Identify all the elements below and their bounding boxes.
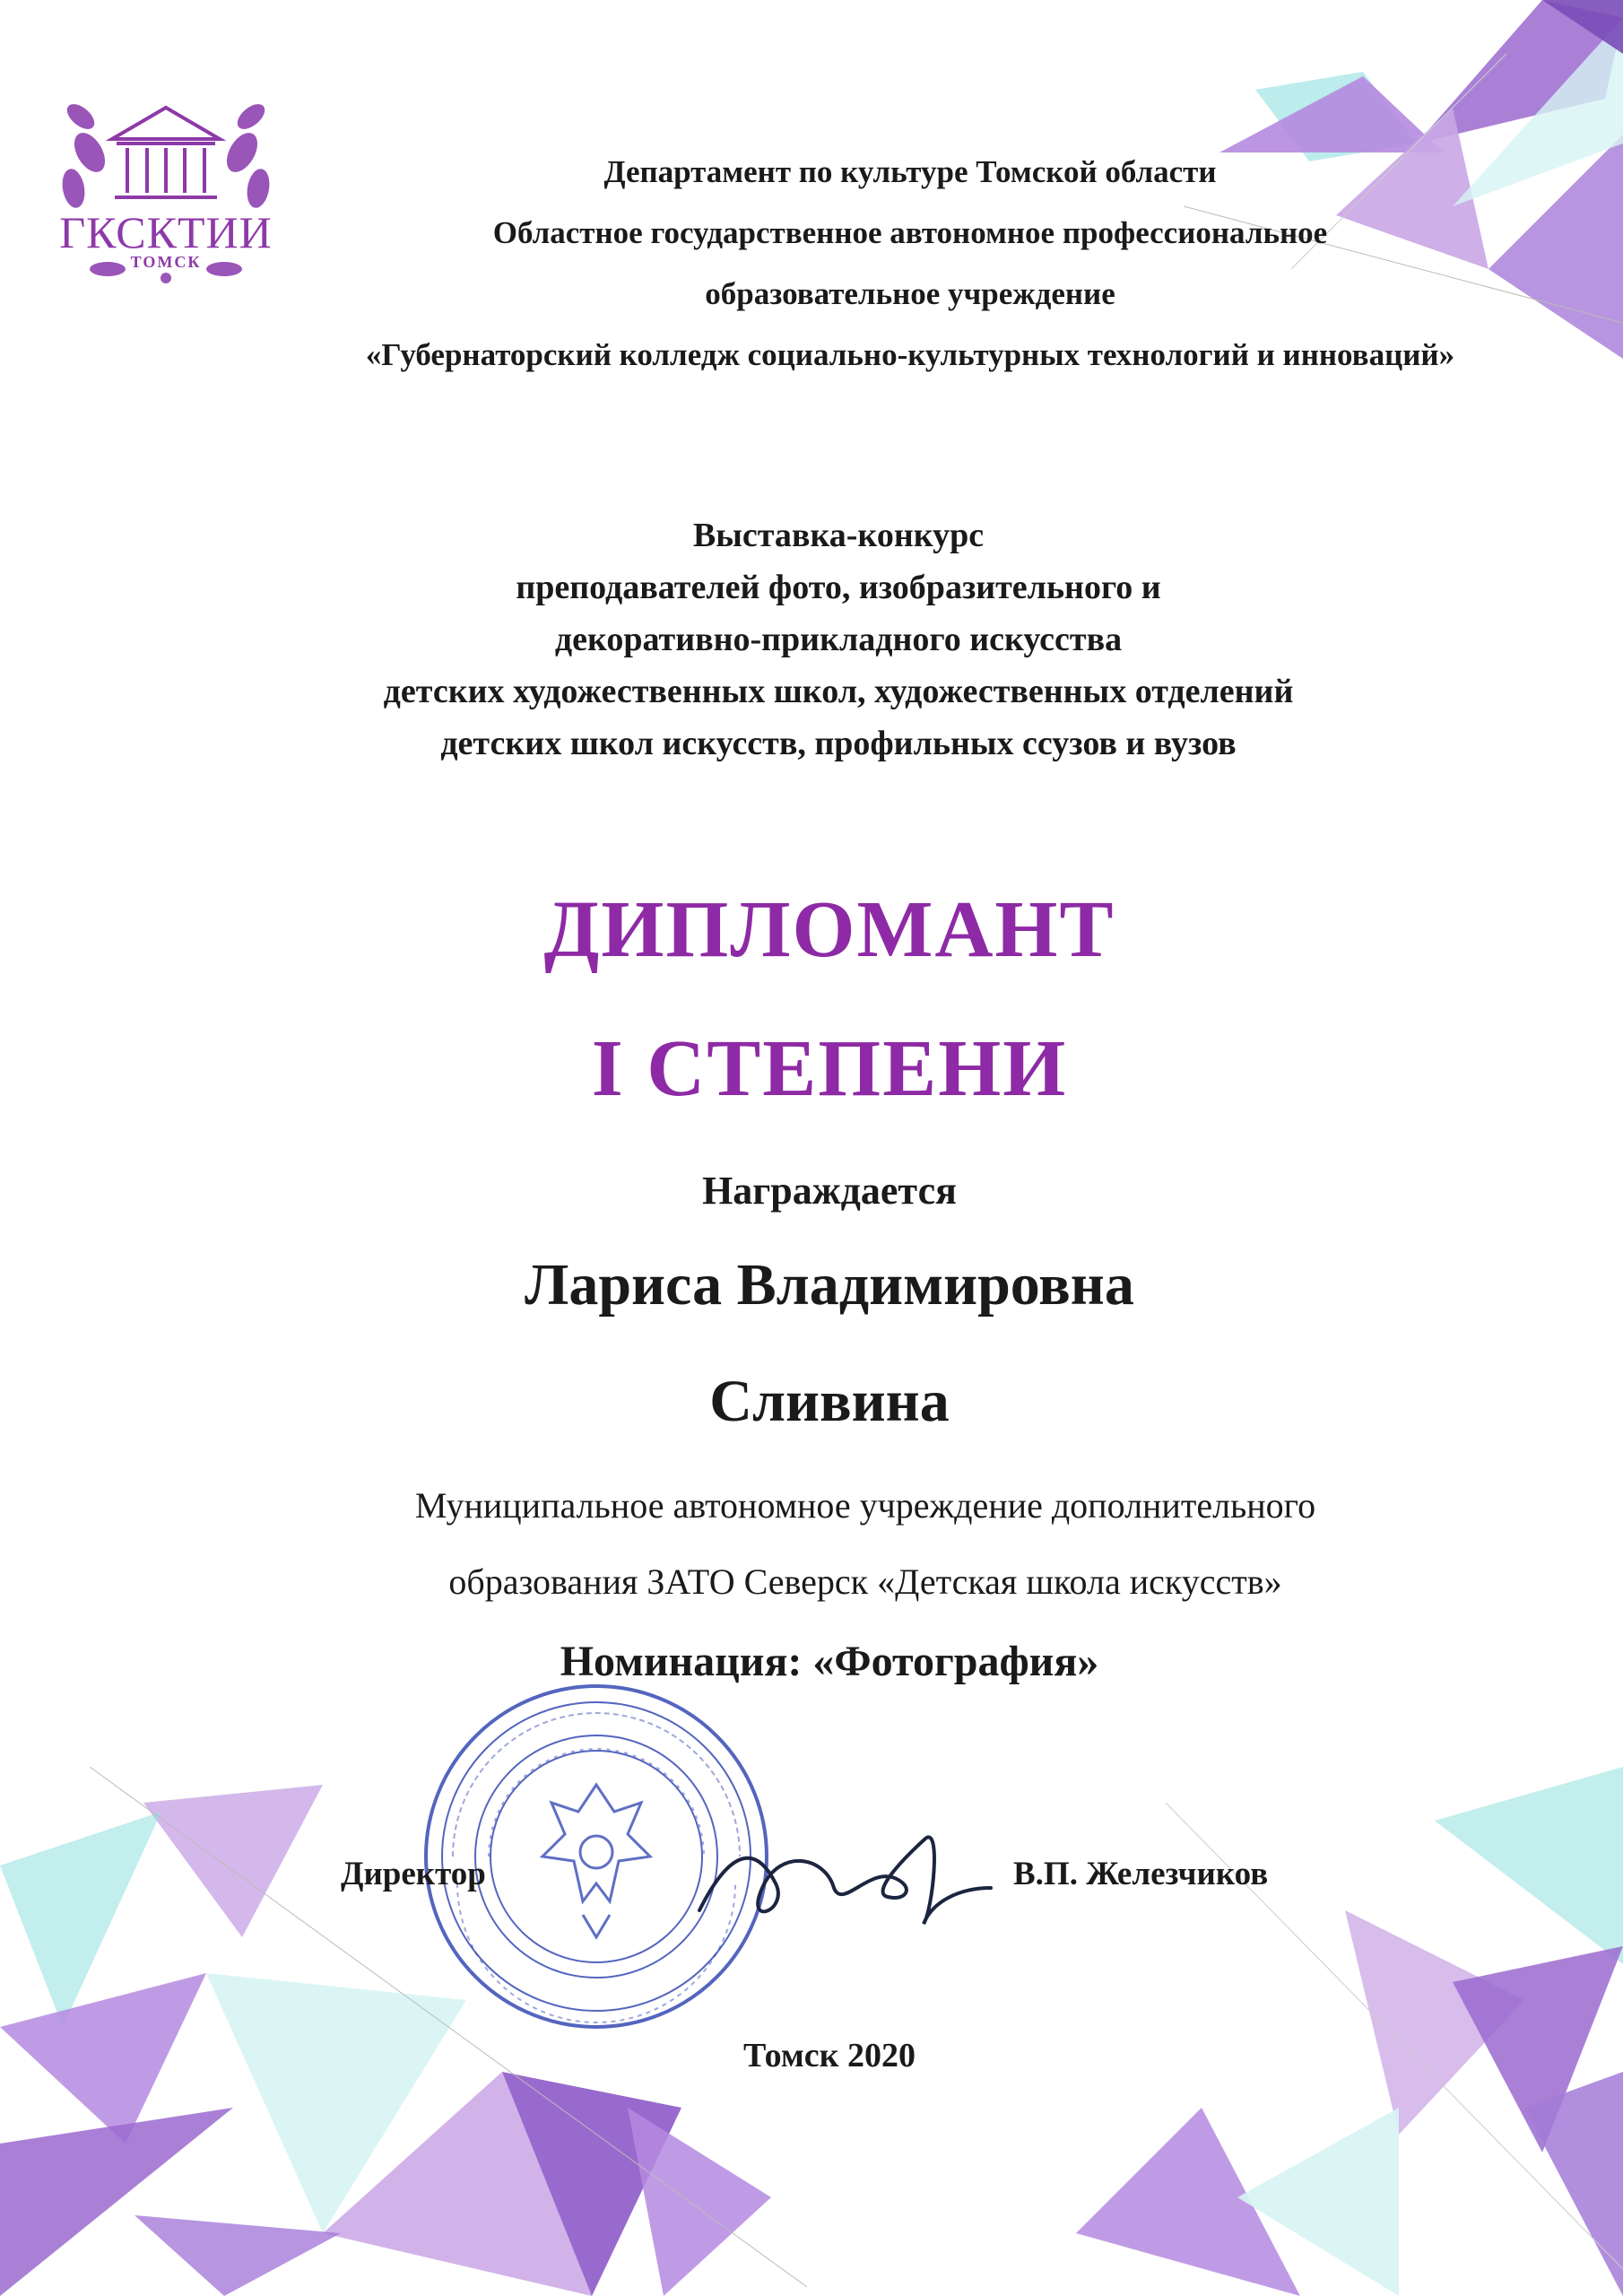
- contest-line: преподавателей фото, изобразительного и: [516, 569, 1161, 606]
- header-line-institution-type: образовательное учреждение: [705, 276, 1115, 311]
- organization-line: Муниципальное автономное учреждение дополнительного: [414, 1485, 1316, 1526]
- eagle-emblem-icon: [542, 1785, 650, 1937]
- triangle-shape: [135, 2215, 341, 2296]
- logo-title: ГКСКТИИ: [59, 207, 273, 257]
- triangle-shape: [1435, 1767, 1623, 1964]
- organization-line: образования ЗАТО Северск «Детская школа искусств»: [448, 1561, 1282, 1602]
- director-signature: [690, 1803, 995, 1946]
- contest-line: детских художественных школ, художественных отделений: [383, 673, 1294, 710]
- director-name: В.П. Железчиков: [1013, 1856, 1269, 1892]
- contest-line: декоративно-прикладного искусства: [554, 621, 1123, 658]
- logo-city: ТОМСК: [130, 253, 202, 271]
- diploma-degree: I СТЕПЕНИ: [591, 1024, 1068, 1113]
- nomination: Номинация: «Фотография»: [560, 1638, 1099, 1685]
- city-year: Томск 2020: [742, 2037, 916, 2074]
- header-line-college-name: «Губернаторский колледж социально-культурных технологий и инноваций»: [365, 337, 1455, 372]
- recipient-last-name: Сливина: [709, 1369, 950, 1434]
- recipient-first-name: Лариса Владимировна: [525, 1252, 1134, 1318]
- awarded-label: Награждается: [702, 1169, 957, 1213]
- triangle-shape: [143, 1785, 323, 1937]
- header-line-institution: Областное государственное автономное профессиональное: [492, 215, 1328, 250]
- director-label: Директор: [341, 1856, 486, 1892]
- contest-line: детских школ искусств, профильных ссузов и вузов: [440, 725, 1237, 762]
- diploma-title: ДИПЛОМАНТ: [543, 885, 1115, 974]
- contest-line: Выставка-конкурс: [692, 517, 985, 554]
- header-line-department: Департамент по культуре Томской области: [603, 154, 1217, 189]
- college-logo: [54, 99, 278, 287]
- triangle-shape: [628, 2108, 771, 2296]
